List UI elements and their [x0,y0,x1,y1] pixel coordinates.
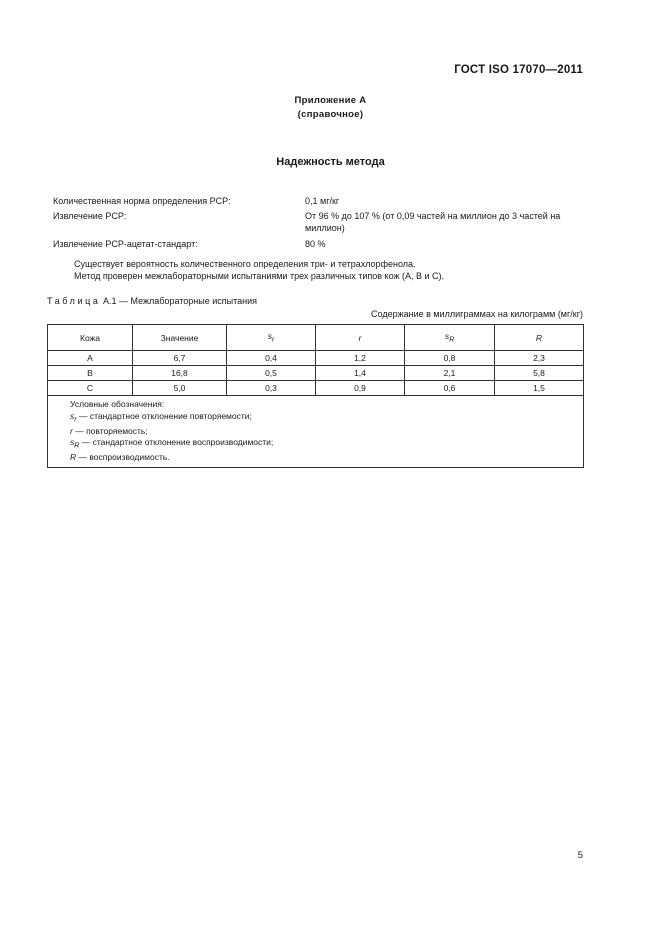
legend-item: $s_r$ — стандартное отклонение повторяемости; [70,410,252,424]
table-cell: 0,4 [227,351,316,366]
header-sR: $s_R$ [405,325,495,351]
table-row [48,366,584,381]
note-paragraph: Существует вероятность количественного определения три- и тетрахлорфенола. [74,259,416,269]
table-cell: C [48,381,133,396]
table-cell: 0,6 [405,381,495,396]
legend-item: $s_R$ — стандартное отклонение воспроизводимости; [70,437,274,450]
param-label: Извлечение PCP-ацетат-стандарт: [53,239,198,249]
header-sr: $s_r$ [227,325,316,351]
appendix-title: Приложение А [294,95,367,106]
table-cell: 1,2 [316,351,405,366]
table-cell: 1,5 [495,381,584,396]
table-cell: 5,0 [133,381,227,396]
legend-title: Условные обозначения: [70,399,165,409]
table-caption-text: А.1 — Межлабораторные испытания [103,296,258,306]
note-paragraph: Метод проверен межлабораторными испытаниями трех различных типов кож (А, В и С). [74,271,445,281]
table-cell: 0,3 [227,381,316,396]
table-caption [47,296,257,306]
document-code: ГОСТ ISO 17070—2011 [454,64,583,76]
table-cell: 16,8 [133,366,227,381]
table-cell: 2,3 [495,351,584,366]
table-legend-row [48,396,584,468]
appendix-subtitle: (справочное) [297,109,364,120]
table-row [48,381,584,396]
table-cell: 5,8 [495,366,584,381]
legend-item: r — повторяемость; [70,425,148,436]
table-legend [48,396,584,468]
param-value: От 96 % до 107 % (от 0,09 частей на миллион до 3 частей на миллион) [305,211,561,233]
table-cell: 6,7 [133,351,227,366]
param-label: Количественная норма определения PCP: [53,196,231,206]
header-r: r [316,325,405,351]
header-skin: Кожа [48,325,133,351]
legend-item: R — воспроизводимость. [70,452,170,463]
table-cell: 1,4 [316,366,405,381]
table-row [48,351,584,366]
table-cell: 0,8 [405,351,495,366]
param-value: 0,1 мг/кг [305,196,340,206]
table-cell: 2,1 [405,366,495,381]
table-cell: B [48,366,133,381]
page-number: 5 [577,850,583,861]
table-units: Содержание в миллиграммах на килограмм (мг/кг) [371,309,583,319]
header-R: R [495,325,584,351]
param-label: Извлечение PCP: [53,211,127,221]
param-value: 80 % [305,239,326,249]
section-title: Надежность метода [276,156,385,168]
table-header-row [48,325,584,351]
table-cell: 0,5 [227,366,316,381]
interlab-table [47,324,584,468]
table-cell: A [48,351,133,366]
table-caption-prefix: Таблица [47,296,101,306]
header-value: Значение [133,325,227,351]
table-cell: 0,9 [316,381,405,396]
